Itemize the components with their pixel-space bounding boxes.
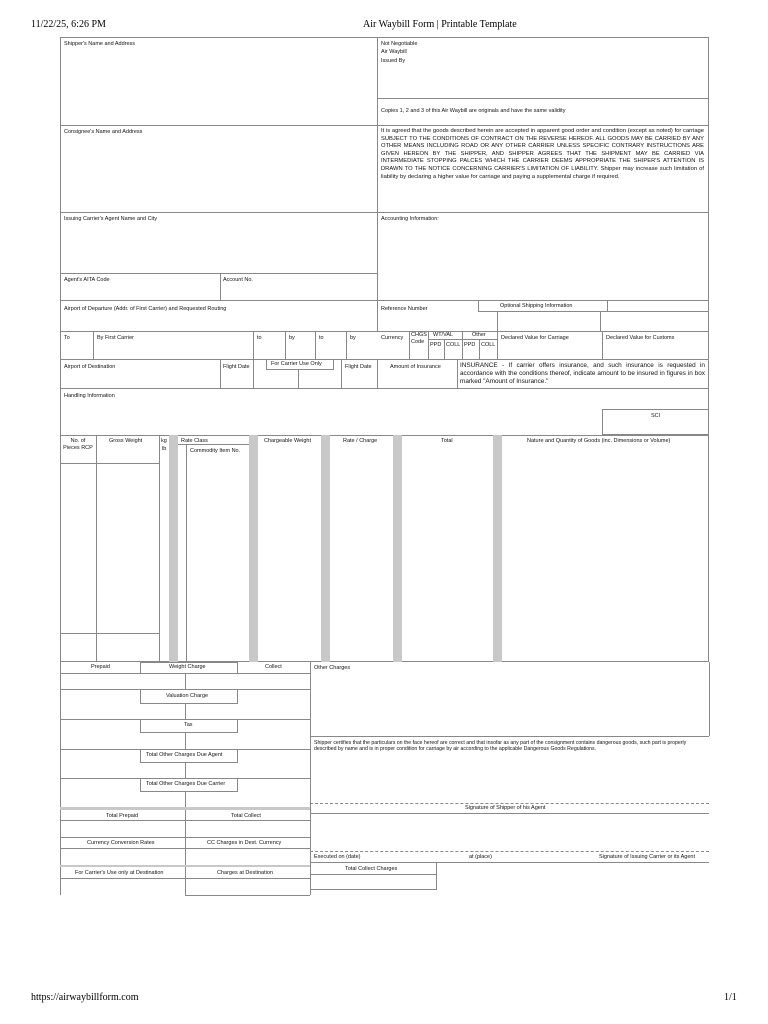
conversion-label: Currency Conversion Rates <box>87 840 155 846</box>
consignee-label: Consignee's Name and Address <box>64 129 143 135</box>
destination-label: Airport of Destination <box>64 364 116 370</box>
not-negotiable-label: Not Negotiable <box>381 41 418 47</box>
cc-charges-label: CC Charges in Dest. Currency <box>207 840 282 846</box>
commodity-label: Commodity Item No. <box>190 448 241 454</box>
wtval-label: WT/VAL <box>433 332 454 338</box>
sci-label: SCI <box>651 413 661 419</box>
by2-label: by <box>289 335 295 341</box>
signature-issuing-label: Signature of Issuing Carrier or its Agent <box>599 854 695 860</box>
ppd2-label: PPD <box>464 342 476 348</box>
print-page-number: 1/1 <box>724 992 737 1003</box>
total-prepaid-label: Total Prepaid <box>106 813 139 819</box>
rate-charge-label: Rate / Charge <box>343 438 378 444</box>
to3-label: to <box>319 335 324 341</box>
ppd1-label: PPD <box>430 342 442 348</box>
shipper-label: Shipper's Name and Address <box>64 41 136 47</box>
insurance-text: INSURANCE - If carrier offers insurance, and such insurance is requested in accordance with the conditions thereof, indicate amount to be insured in figures in box marked "Amount of Insurance." <box>460 362 705 386</box>
flight-date2-label: Flight Date <box>345 364 372 370</box>
print-url[interactable]: https://airwaybillform.com <box>31 992 139 1003</box>
total-collect-charges-label: Total Collect Charges <box>345 866 398 872</box>
reference-label: Reference Number <box>381 306 428 312</box>
collect-label: Collect <box>265 664 282 670</box>
account-no-label: Account No. <box>223 277 253 283</box>
departure-label: Airport of Departure (Addr. of First Carrier) and Requested Routing <box>64 306 227 312</box>
handling-label: Handling Information <box>64 393 115 399</box>
agent-iata-label: Agent's AITA Code <box>64 277 110 283</box>
signature-shipper-label: Signature of Shipper of his Agent <box>465 805 546 811</box>
insurance-amount-label: Amount of Insurance <box>390 364 441 370</box>
flight-date1-label: Flight Date <box>223 364 250 370</box>
other-charges-label: Other Charges <box>314 665 351 671</box>
optional-shipping-label: Optional Shipping Information <box>500 303 573 309</box>
issued-by-label: Issued By <box>381 58 406 64</box>
issuing-agent-label: Issuing Carrier's Agent Name and City <box>64 216 158 222</box>
total-collect-label: Total Collect <box>231 813 261 819</box>
certification-text: Shipper certifies that the particulars on the face hereof are correct and that insofar as any part of the consignment contains dangerous goods, such part is properly described by name and is in proper condition for carriage by air according to the applicable Dangerous Goods Regulations. <box>314 740 687 753</box>
rate-class-label: Rate Class <box>181 438 208 444</box>
at-place-label: at (place) <box>469 854 492 860</box>
carrier-destination-label: For Carrier's Use only at Destination <box>75 870 164 876</box>
other-due-agent-label: Total Other Charges Due Agent <box>146 752 223 758</box>
executed-on-label: Executed on (date) <box>314 854 361 860</box>
total-label: Total <box>441 438 453 444</box>
agreement-text: It is agreed that the goods described herein are accepted in apparent good order and condition (except as noted) for carriage SUBJECT TO THE CONDITIONS OF CONTRACT ON THE REVERSE HEREOF. ALL GOODS MAY BE CARRIED BY ANY OTHER MEANS INCLUDING ROAD OR ANY OTHER CARRIER UNLESS SPECIFIC CONTRARY INSTRUCTIONS ARE GIVEN HEREON BY THE SHIPPER, AND SHIPPER AGREES THAT THE SHIPMENT MAY BE CARRIED VIA INTERMEDIATE STOPPING PALCES WHICH THE CARRIER DEEMS APPROPRIATE THE SHIPER'S ATTENTION IS DRAWN TO THE NOTICE CONCERNING CARRIER'S LIMITATION OF LIABILITY. Shipper may increase such limitation of liability by declaring a higher value for carriage and paying a supplemental charge if required. <box>381 128 704 180</box>
pieces-label: No. of Pieces RCP <box>63 438 93 451</box>
other-label: Other <box>472 332 486 338</box>
charges-destination-label: Charges at Destination <box>217 870 273 876</box>
gross-weight-label: Gross Weight <box>109 438 143 444</box>
by-first-carrier-label: By First Carrier <box>97 335 134 341</box>
to2-label: to <box>257 335 262 341</box>
declared-carriage-label: Declared Value for Carriage <box>501 335 569 341</box>
by3-label: by <box>350 335 356 341</box>
carrier-use-label: For Carrier Use Only <box>271 361 322 367</box>
air-waybill-label: Air Waybill <box>381 49 407 55</box>
currency-label: Currency <box>381 335 404 341</box>
copies-note: Copies 1, 2 and 3 of this Air Waybill are originals and have the same validity <box>381 108 566 114</box>
lb-label: lb <box>162 446 167 452</box>
print-title: Air Waybill Form | Printable Template <box>363 19 517 30</box>
accounting-label: Accounting Information: <box>381 216 439 222</box>
coll1-label: COLL <box>446 342 461 348</box>
nature-label: Nature and Quantity of Goods (inc. Dimensions or Volume) <box>527 438 671 444</box>
to-label: To <box>64 335 70 341</box>
coll2-label: COLL <box>481 342 496 348</box>
declared-customs-label: Declared Value for Customs <box>606 335 675 341</box>
tax-label: Tax <box>184 722 193 728</box>
chargeable-label: Chargeable Weight <box>264 438 311 444</box>
chgs-label: CHGS <box>411 332 427 338</box>
other-due-carrier-label: Total Other Charges Due Carrier <box>146 781 226 787</box>
print-datetime: 11/22/25, 6:26 PM <box>31 19 106 30</box>
code-label: Code <box>411 339 425 345</box>
prepaid-label: Prepaid <box>91 664 110 670</box>
kg-label: kg <box>161 438 167 444</box>
weight-charge-label: Weight Charge <box>169 664 206 670</box>
valuation-label: Valuation Charge <box>166 693 209 699</box>
